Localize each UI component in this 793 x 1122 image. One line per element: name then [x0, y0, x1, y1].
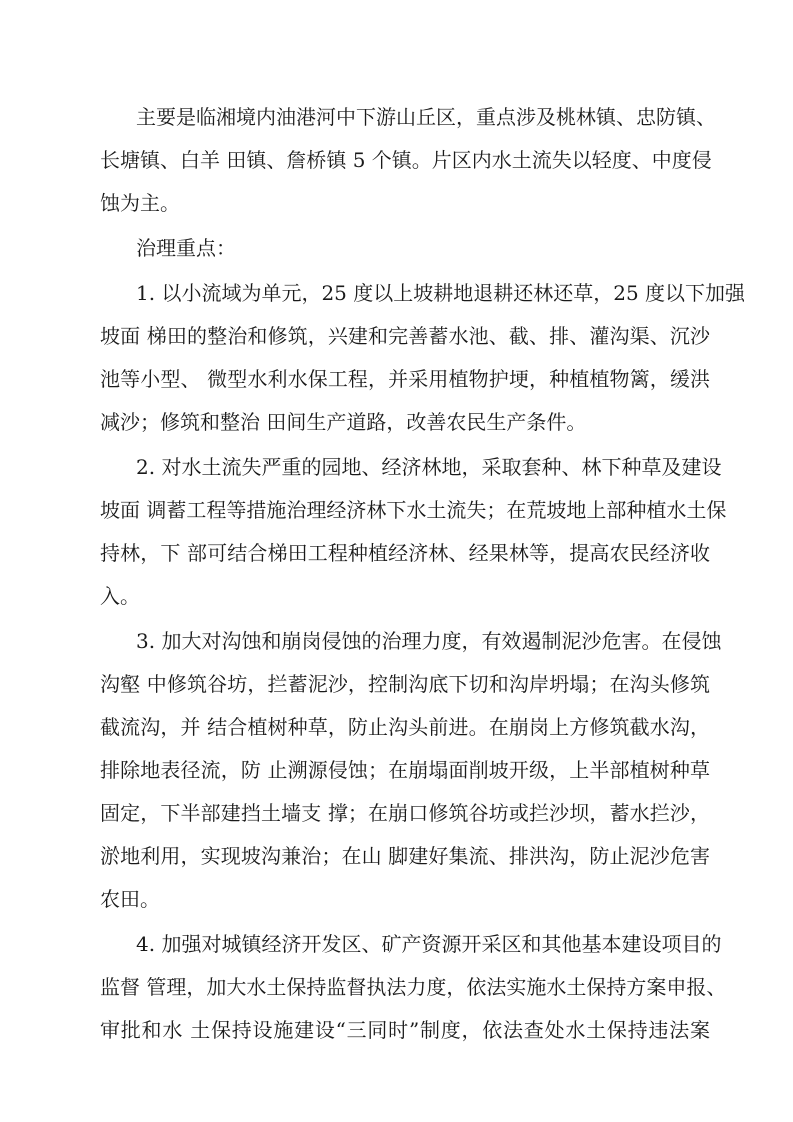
heading-treatment-focus: 治理重点： [136, 236, 236, 260]
text-line-19: 农田。 [100, 887, 160, 911]
text-line-9: 2. 对水土流失严重的园地、经济林地，采取套种、林下种草及建设 [136, 455, 722, 479]
text-line-10: 坡面 调蓄工程等措施治理经济林下水土流失；在荒坡地上部种植水土保 [100, 498, 727, 522]
text-line-3: 蚀为主。 [100, 191, 180, 215]
text-line-16: 排除地表径流，防 止溯源侵蚀；在崩塌面削坡开级，上半部植树种草 [100, 758, 710, 782]
text-line-22: 审批和水 土保持设施建设“三同时”制度，依法查处水土保持违法案 [100, 1018, 710, 1042]
text-line-14: 沟壑 中修筑谷坊，拦蓄泥沙，控制沟底下切和沟岸坍塌；在沟头修筑 [100, 672, 710, 696]
text-line-6: 坡面 梯田的整治和修筑，兴建和完善蓄水池、截、排、灌沟渠、沉沙 [100, 324, 710, 348]
text-line-7: 池等小型、 微型水利水保工程，并采用植物护埂，种植植物篱，缓洪 [100, 367, 710, 391]
text-line-2: 长塘镇、白羊 田镇、詹桥镇 5 个镇。片区内水土流失以轻度、中度侵 [100, 148, 712, 172]
text-line-21: 监督 管理，加大水土保持监督执法力度，依法实施水土保持方案申报、 [100, 975, 727, 999]
text-line-8: 减沙；修筑和整治 田间生产道路，改善农民生产条件。 [100, 410, 587, 434]
text-line-20: 4. 加强对城镇经济开发区、矿产资源开采区和其他基本建设项目的 [136, 932, 722, 956]
text-line-5: 1. 以小流域为单元，25 度以上坡耕地退耕还林还草，25 度以下加强 [136, 281, 746, 305]
text-line-18: 淤地利用，实现坡沟兼治；在山 脚建好集流、排洪沟，防止泥沙危害 [100, 844, 710, 868]
text-line-11: 持林，下 部可结合梯田工程种植经济林、经果林等，提高农民经济收 [100, 541, 710, 565]
text-line-12: 入。 [100, 584, 140, 608]
text-line-1: 主要是临湘境内油港河中下游山丘区，重点涉及桃林镇、忠防镇、 [136, 105, 716, 129]
text-line-13: 3. 加大对沟蚀和崩岗侵蚀的治理力度，有效遏制泥沙危害。在侵蚀 [136, 629, 722, 653]
text-line-17: 固定，下半部建挡土墙支 撑；在崩口修筑谷坊或拦沙坝，蓄水拦沙， [100, 801, 710, 825]
text-line-15: 截流沟，并 结合植树种草，防止沟头前进。在崩岗上方修筑截水沟， [100, 715, 710, 739]
